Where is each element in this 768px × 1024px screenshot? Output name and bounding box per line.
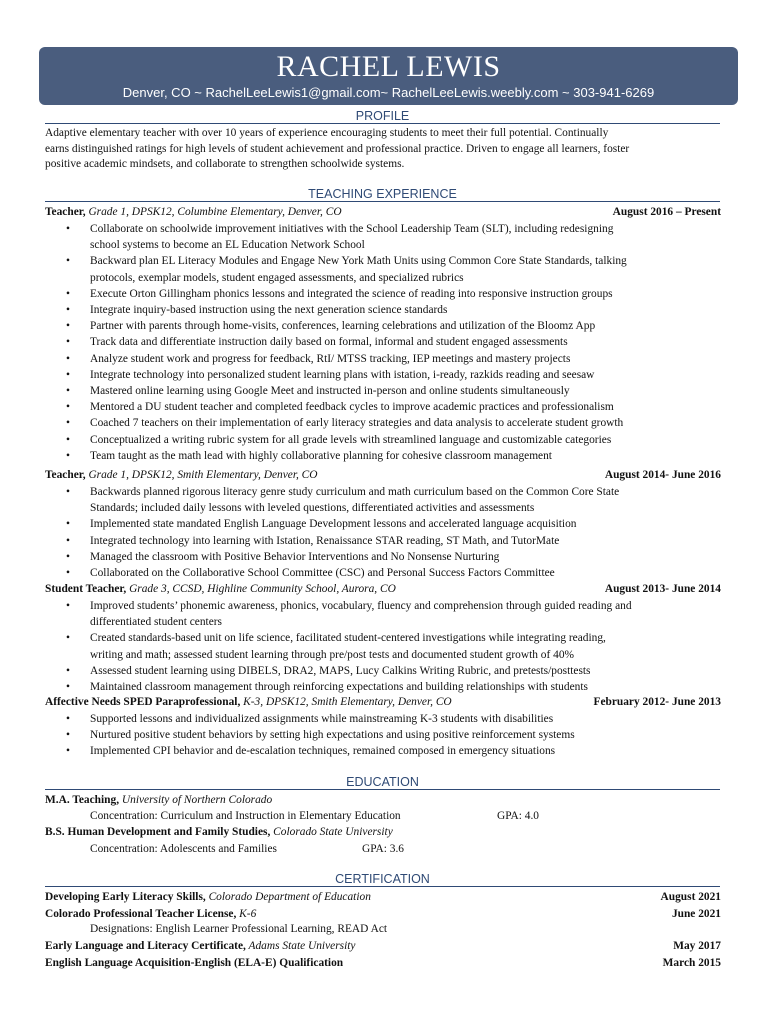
- job-detail: Grade 3, CCSD, Highline Community School, Aurora, CO: [126, 583, 396, 595]
- job-header: [45, 695, 721, 709]
- bullet-item: • Execute Orton Gillingham phonics lessons and integrated the science of reading into responsive instruction groups: [66, 286, 726, 302]
- degree-name: B.S. Human Development and Family Studies,: [45, 826, 271, 838]
- degree-school: Colorado State University: [270, 826, 393, 838]
- cert-name: Early Language and Literacy Certificate,: [45, 940, 246, 952]
- cert-date: August 2021: [660, 891, 721, 903]
- certification-note: [90, 922, 690, 936]
- job-dates: August 2016 – Present: [612, 206, 721, 218]
- bullet-item: • Implemented state mandated English Language Development lessons and accelerated language acquisition: [66, 516, 726, 532]
- job-dates: February 2012- June 2013: [593, 696, 721, 708]
- profile-line: Adaptive elementary teacher with over 10 years of experience encouraging students to meet their full potential. Continually: [45, 127, 609, 139]
- bullet-item: • Nurtured positive student behaviors by setting high expectations and using positive reinforcement systems: [66, 727, 726, 743]
- job-bullets: [66, 711, 726, 760]
- section-title-profile: PROFILE: [45, 109, 720, 124]
- job-header: [45, 205, 721, 219]
- certification-item: [45, 907, 721, 921]
- bullet-item: • Partner with parents through home-visits, conferences, learning celebrations and utilization of the Bloomz App: [66, 318, 726, 334]
- cert-issuer: Adams State University: [245, 940, 356, 952]
- cert-issuer: Colorado Department of Education: [205, 891, 371, 903]
- job-bullets: [66, 221, 726, 464]
- bullet-item: • Team taught as the math lead with highly collaborative planning for cohesive classroom management: [66, 448, 726, 464]
- degree-line: [45, 825, 721, 839]
- degree-school: University of Northern Colorado: [119, 794, 273, 806]
- header-banner: [39, 47, 738, 105]
- degree-concentration: Concentration: Curriculum and Instruction in Elementary Education: [90, 810, 401, 822]
- bullet-item: • Track data and differentiate instruction daily based on formal, informal and student engaged assessments: [66, 334, 726, 350]
- contact-line: Denver, CO ~ RachelLeeLewis1@gmail.com~ RachelLeeLewis.weebly.com ~ 303-941-6269: [122, 85, 655, 100]
- cert-name: Colorado Professional Teacher License,: [45, 908, 237, 920]
- bullet-item: • Mentored a DU student teacher and completed feedback cycles to improve academic practices and professionalism: [66, 399, 726, 415]
- bullet-item: • Collaborated on the Collaborative School Committee (CSC) and Personal Success Factors Committee: [66, 565, 726, 581]
- cert-date: March 2015: [662, 957, 721, 969]
- profile-line: earns distinguished ratings for high levels of student achievement and professional practice. Driven to engage all learners, foster: [45, 142, 630, 155]
- job-detail: Grade 1, DPSK12, Smith Elementary, Denver, CO: [85, 469, 318, 481]
- bullet-item: • Implemented CPI behavior and de-escalation techniques, remained composed in emergency situations: [66, 743, 726, 759]
- degree-gpa: GPA: 3.6: [362, 843, 404, 855]
- cert-issuer: K-6: [236, 908, 257, 920]
- job-role: Teacher,: [45, 469, 86, 481]
- profile-line: positive academic mindsets, and collaborate to strengthen schoolwide systems.: [45, 158, 405, 170]
- bullet-item: • Mastered online learning using Google Meet and instructed in-person and online students simultaneously: [66, 383, 726, 399]
- certification-item: [45, 956, 721, 970]
- bullet-item: • Backward plan EL Literacy Modules and Engage New York Math Units using Common Core State Standards, talking protocols, exemplar models, student engaged assessments, and specialized rubrics: [66, 253, 726, 285]
- concentration-line: [90, 842, 590, 856]
- degree-concentration: Concentration: Adolescents and Families: [90, 843, 277, 855]
- bullet-item: • Integrated technology into learning with Istation, Renaissance STAR reading, ST Math, and TutorMate: [66, 533, 726, 549]
- job-role: Affective Needs SPED Paraprofessional,: [45, 696, 241, 708]
- job-detail: K-3, DPSK12, Smith Elementary, Denver, CO: [240, 696, 452, 708]
- bullet-item: • Collaborate on schoolwide improvement initiatives with the School Leadership Team (SLT), including redesigning school systems to become an EL Education Network School: [66, 221, 726, 253]
- bullet-item: • Created standards-based unit on life science, facilitated student-centered investigations while integrating reading, writing and math; assessed student learning through pre/post tests and documented student growth of 40%: [66, 630, 726, 662]
- degree-name: M.A. Teaching,: [45, 794, 120, 806]
- job-role: Student Teacher,: [45, 583, 127, 595]
- candidate-name: RACHEL LEWIS: [276, 50, 501, 83]
- job-header: [45, 582, 721, 596]
- job-detail: Grade 1, DPSK12, Columbine Elementary, Denver, CO: [85, 206, 342, 218]
- job-bullets: [66, 598, 726, 695]
- job-role: Teacher,: [45, 206, 86, 218]
- cert-name: Developing Early Literacy Skills,: [45, 891, 206, 903]
- certification-item: [45, 890, 721, 904]
- bullet-item: • Supported lessons and individualized assignments while mainstreaming K-3 students with disabilities: [66, 711, 726, 727]
- bullet-item: • Backwards planned rigorous literacy genre study curriculum and math curriculum based on the Common Core State Standards; included daily lessons with leveled questions, differentiated activities and assessments: [66, 484, 726, 516]
- cert-designations: Designations: English Learner Professional Learning, READ Act: [90, 923, 388, 935]
- degree-line: [45, 793, 721, 807]
- bullet-item: • Conceptualized a writing rubric system for all grade levels with streamlined language and customizable categories: [66, 432, 726, 448]
- job-bullets: [66, 484, 726, 581]
- cert-date: May 2017: [673, 940, 721, 952]
- bullet-item: • Improved students’ phonemic awareness, phonics, vocabulary, fluency and comprehension through guided reading and differentiated student centers: [66, 598, 726, 630]
- bullet-item: • Maintained classroom management through reinforcing expectations and building relationships with students: [66, 679, 726, 695]
- section-title-certification: CERTIFICATION: [45, 872, 720, 887]
- profile-summary: [45, 126, 725, 173]
- bullet-item: • Coached 7 teachers on their implementation of early literacy strategies and data analysis to accelerate student growth: [66, 415, 726, 431]
- section-title-education: EDUCATION: [45, 775, 720, 790]
- certification-item: [45, 939, 721, 953]
- cert-name: English Language Acquisition-English (ELA-E) Qualification: [45, 957, 344, 969]
- bullet-item: • Assessed student learning using DIBELS, DRA2, MAPS, Lucy Calkins Writing Rubric, and pretests/posttests: [66, 663, 726, 679]
- concentration-line: [90, 809, 590, 823]
- bullet-item: • Integrate inquiry-based instruction using the next generation science standards: [66, 302, 726, 318]
- section-title-experience: TEACHING EXPERIENCE: [45, 187, 720, 202]
- job-dates: August 2014- June 2016: [604, 469, 721, 481]
- job-dates: August 2013- June 2014: [604, 583, 721, 595]
- job-header: [45, 468, 721, 482]
- bullet-item: • Managed the classroom with Positive Behavior Interventions and No Nonsense Nurturing: [66, 549, 726, 565]
- bullet-item: • Analyze student work and progress for feedback, RtI/ MTSS tracking, IEP meetings and mastery projects: [66, 351, 726, 367]
- bullet-item: • Integrate technology into personalized student learning plans with istation, i-ready, razkids reading and seesaw: [66, 367, 726, 383]
- degree-gpa: GPA: 4.0: [497, 810, 539, 822]
- cert-date: June 2021: [671, 908, 721, 920]
